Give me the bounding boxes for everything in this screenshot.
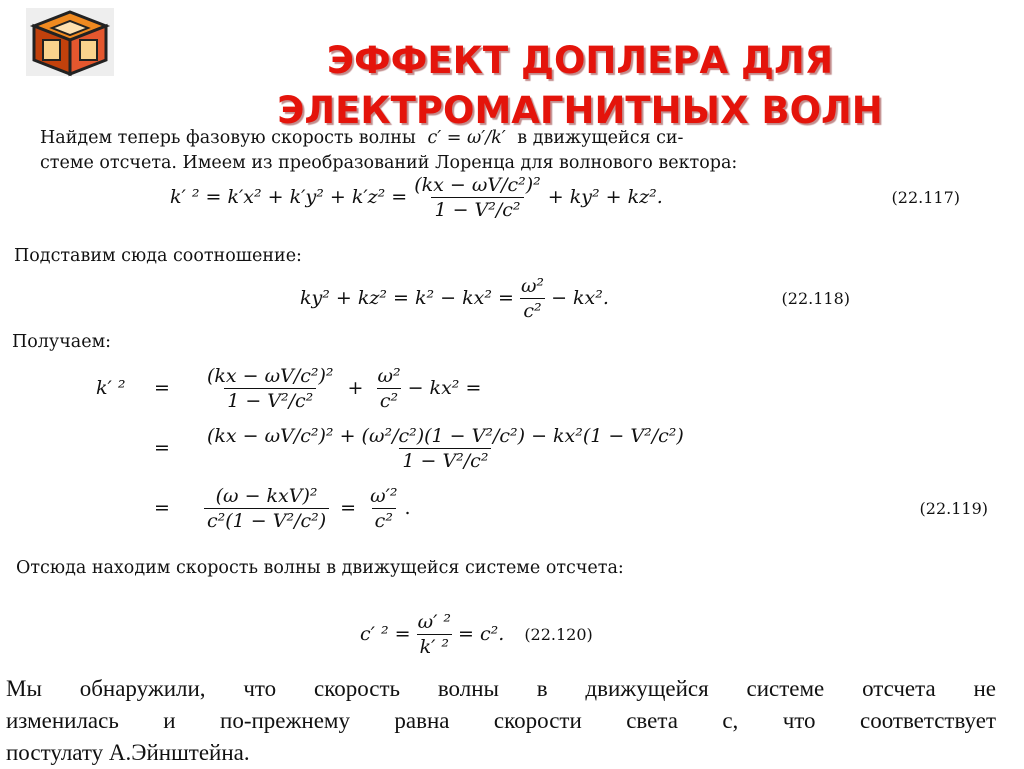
eq117-numerator: (kx − ωV/c²)²: [414, 173, 541, 196]
eq119-row1-denominator: 1 − V²/c²: [224, 388, 316, 412]
eq119-eq-1: =: [154, 377, 170, 399]
eq117-number: (22.117): [891, 187, 960, 207]
eq119-row3-fraction-2: [367, 485, 400, 532]
eq119-eq-3: =: [154, 497, 170, 519]
intro-after: в движущейся си-: [517, 128, 684, 148]
equation-22-119: [96, 360, 996, 540]
eq119-row1-fraction-2: [374, 365, 403, 412]
eq120-tail: = c².: [458, 623, 505, 645]
eq119-lhs: k′ ²: [96, 377, 126, 399]
eq117-denominator: 1 − V²/c²: [431, 197, 523, 221]
intro-before: Найдем теперь фазовую скорость волны: [40, 128, 416, 148]
intro-line-2: стеме отсчета. Имеем из преобразований Лоренца для волнового вектора:: [40, 153, 738, 173]
eq119-row3-frac2-denominator: c²: [372, 508, 396, 532]
eq119-row3-denominator: c²(1 − V²/c²): [204, 508, 329, 532]
eq117-fraction: [411, 174, 544, 221]
eq120-lhs: c′ ² =: [360, 623, 411, 645]
eq119-row2-denominator: 1 − V²/c²: [399, 448, 491, 472]
conclusion-line-3: постулату А.Эйнштейна.: [6, 740, 250, 765]
cube-icon: [22, 6, 118, 78]
eq119-row-1: [96, 360, 481, 416]
equals-sign: =: [340, 497, 357, 519]
eq119-row-2: [96, 420, 691, 476]
title-line-2: ЭЛЕКТРОМАГНИТНЫХ ВОЛН: [277, 89, 883, 132]
conclusion-line-2: изменилась и по-прежнему равна скорости света с, что соответствует: [6, 708, 996, 733]
eq119-eq-2: =: [154, 437, 170, 459]
eq117-lhs: k′ ² = k′x² + k′y² + k′z² =: [170, 186, 408, 208]
eq119-row1-numerator: (kx − ωV/c²)²: [207, 364, 334, 387]
eq118-denominator: c²: [520, 298, 544, 322]
eq119-row1-frac2-denominator: c²: [377, 388, 401, 412]
equation-22-120: [360, 606, 700, 662]
intro-paragraph: [40, 126, 960, 176]
period: .: [404, 497, 411, 519]
intro-line-1: [40, 126, 960, 151]
equation-22-118: [300, 272, 850, 324]
obtain-text: Получаем:: [12, 332, 112, 352]
hence-text: Отсюда находим скорость волны в движущейся системе отсчета:: [16, 558, 624, 578]
eq118-fraction: [518, 275, 547, 322]
eq119-number: (22.119): [919, 498, 988, 518]
eq119-row3-frac2-numerator: ω′²: [370, 484, 398, 507]
plus-sign: +: [347, 377, 364, 399]
eq118-lhs: ky² + kz² = k² − kx² =: [300, 287, 514, 309]
substitute-text: Подставим сюда соотношение:: [14, 246, 302, 266]
page-title: [200, 36, 960, 136]
eq118-number: (22.118): [781, 288, 850, 308]
eq119-row1-tail: − kx² =: [407, 377, 482, 399]
eq118-tail: − kx².: [551, 287, 609, 309]
eq119-row2-numerator: (kx − ωV/c²)² + (ω²/c²)(1 − V²/c²) − kx²(1 − V²/c²): [207, 424, 684, 447]
eq118-numerator: ω²: [520, 274, 545, 297]
equation-22-117: [170, 172, 960, 222]
title-line-1: ЭФФЕКТ ДОПЛЕРА ДЛЯ: [326, 39, 834, 82]
eq119-row-3: [96, 480, 996, 536]
intro-formula: c′ = ω′/k′: [427, 128, 506, 148]
conclusion-paragraph: [6, 673, 996, 769]
eq119-row2-fraction: [204, 425, 687, 472]
conclusion-line-1: Мы обнаружили, что скорость волны в движущейся системе отсчета не: [6, 676, 996, 701]
eq120-number: (22.120): [524, 624, 593, 644]
eq119-row1-fraction: [204, 365, 337, 412]
eq119-row3-fraction: [204, 485, 329, 532]
eq119-row1-frac2-numerator: ω²: [377, 364, 401, 387]
eq119-row3-numerator: (ω − kxV)²: [215, 484, 318, 507]
eq120-fraction: [415, 611, 454, 658]
eq120-numerator: ω′ ²: [417, 610, 452, 633]
eq117-tail: + ky² + kz².: [547, 186, 663, 208]
logo: [22, 6, 118, 78]
eq120-denominator: k′ ²: [417, 634, 452, 658]
